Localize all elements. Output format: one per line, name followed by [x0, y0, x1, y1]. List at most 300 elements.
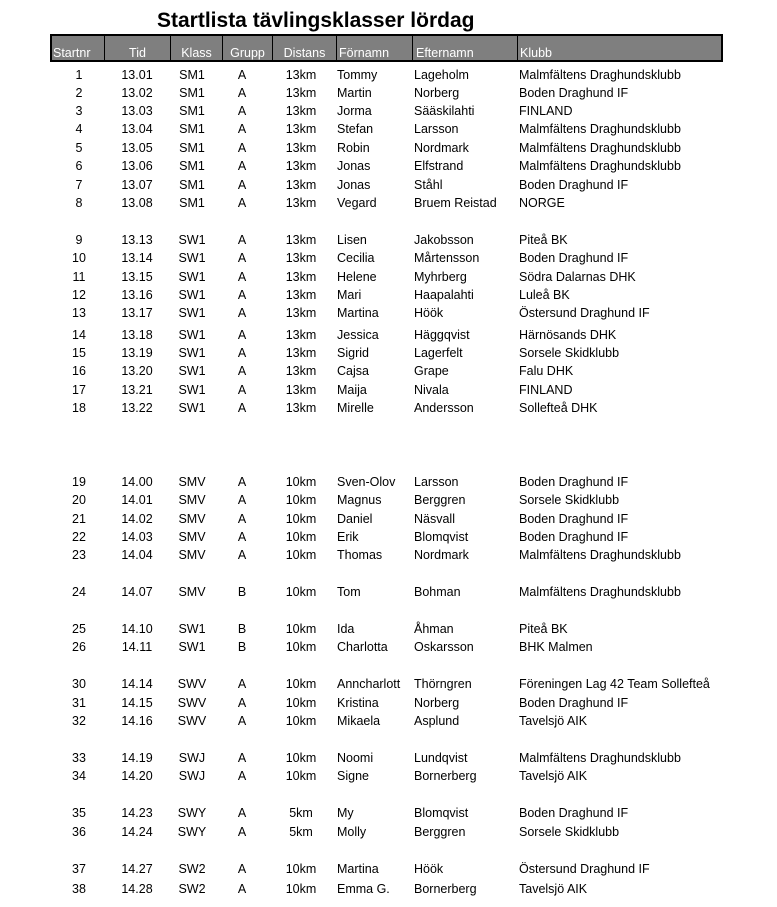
cell-grupp: A [237, 677, 247, 691]
cell-efternamn: Lundqvist [414, 751, 468, 765]
cell-grupp: A [237, 251, 247, 265]
table-row [0, 712, 777, 730]
cell-tid: 14.14 [121, 677, 153, 691]
cell-tid: 13.20 [121, 364, 153, 378]
cell-efternamn: Jakobsson [414, 233, 474, 247]
cell-tid: 13.16 [121, 288, 153, 302]
header-klass: Klass [170, 36, 222, 60]
cell-efternamn: Myhrberg [414, 270, 467, 284]
cell-tid: 14.00 [121, 475, 153, 489]
cell-tid: 13.08 [121, 196, 153, 210]
cell-fornamn: Martina [337, 306, 379, 320]
cell-efternamn: Norberg [414, 696, 460, 710]
cell-fornamn: Thomas [337, 548, 383, 562]
cell-efternamn: Mårtensson [414, 251, 480, 265]
cell-tid: 14.24 [121, 825, 153, 839]
cell-klubb: BHK Malmen [519, 640, 593, 654]
cell-startnr: 21 [72, 512, 86, 526]
cell-grupp: A [237, 86, 247, 100]
cell-distans: 10km [285, 769, 317, 783]
cell-startnr: 30 [72, 677, 86, 691]
cell-fornamn: Erik [337, 530, 359, 544]
cell-klubb: Malmfältens Draghundsklubb [519, 548, 681, 562]
cell-distans: 13km [285, 401, 317, 415]
cell-klass: SW1 [178, 383, 206, 397]
table-row [0, 102, 777, 120]
cell-klubb: Malmfältens Draghundsklubb [519, 68, 681, 82]
cell-distans: 5km [289, 825, 313, 839]
cell-klubb: Malmfältens Draghundsklubb [519, 751, 681, 765]
cell-klass: SW1 [178, 401, 206, 415]
cell-efternamn: Blomqvist [414, 530, 469, 544]
cell-fornamn: Mikaela [337, 714, 381, 728]
table-row [0, 767, 777, 785]
page-title: Startlista tävlingsklasser lördag [157, 9, 475, 32]
cell-startnr: 20 [72, 493, 86, 507]
cell-distans: 13km [285, 328, 317, 342]
cell-fornamn: Martin [337, 86, 372, 100]
cell-klubb: Piteå BK [519, 233, 568, 247]
cell-fornamn: Jonas [337, 178, 371, 192]
cell-distans: 13km [285, 306, 317, 320]
cell-startnr: 35 [72, 806, 86, 820]
cell-klass: SM1 [179, 86, 205, 100]
table-row [0, 823, 777, 841]
cell-grupp: A [237, 530, 247, 544]
cell-fornamn: Mari [337, 288, 362, 302]
cell-klass: SW1 [178, 306, 206, 320]
cell-efternamn: Nordmark [414, 141, 469, 155]
cell-efternamn: Blomqvist [414, 806, 469, 820]
cell-fornamn: Kristina [337, 696, 379, 710]
cell-distans: 10km [285, 475, 317, 489]
cell-klass: SW1 [178, 270, 206, 284]
cell-klass: SW1 [178, 233, 206, 247]
table-row [0, 84, 777, 102]
cell-fornamn: Charlotta [337, 640, 388, 654]
table-row [0, 120, 777, 138]
cell-fornamn: Maija [337, 383, 367, 397]
cell-klass: SMV [178, 493, 206, 507]
cell-startnr: 36 [72, 825, 86, 839]
cell-distans: 13km [285, 141, 317, 155]
cell-startnr: 32 [72, 714, 86, 728]
cell-distans: 10km [285, 548, 317, 562]
cell-klubb: Östersund Draghund IF [519, 306, 650, 320]
cell-klass: SWJ [178, 769, 206, 783]
cell-distans: 13km [285, 270, 317, 284]
cell-efternamn: Bruem Reistad [414, 196, 497, 210]
cell-startnr: 31 [72, 696, 86, 710]
cell-startnr: 2 [75, 86, 83, 100]
cell-distans: 10km [285, 751, 317, 765]
cell-klass: SW1 [178, 346, 206, 360]
cell-startnr: 37 [72, 862, 86, 876]
cell-grupp: A [237, 751, 247, 765]
cell-grupp: A [237, 141, 247, 155]
cell-klass: SWV [177, 714, 207, 728]
cell-grupp: A [237, 769, 247, 783]
cell-fornamn: Magnus [337, 493, 382, 507]
cell-tid: 14.20 [121, 769, 153, 783]
cell-klubb: Sorsele Skidklubb [519, 493, 620, 507]
cell-startnr: 14 [72, 328, 86, 342]
cell-tid: 13.03 [121, 104, 153, 118]
table-row [0, 860, 777, 878]
cell-klass: SW1 [178, 288, 206, 302]
cell-klubb: NORGE [519, 196, 565, 210]
cell-grupp: A [237, 862, 247, 876]
table-row [0, 804, 777, 822]
cell-klubb: Malmfältens Draghundsklubb [519, 159, 681, 173]
cell-klass: SMV [178, 530, 206, 544]
cell-fornamn: Stefan [337, 122, 374, 136]
cell-tid: 14.16 [121, 714, 153, 728]
cell-klubb: Tavelsjö AIK [519, 882, 588, 896]
cell-tid: 13.13 [121, 233, 153, 247]
cell-distans: 13km [285, 68, 317, 82]
cell-tid: 14.19 [121, 751, 153, 765]
cell-tid: 14.28 [121, 882, 153, 896]
table-row [0, 286, 777, 304]
cell-fornamn: My [337, 806, 354, 820]
cell-tid: 14.15 [121, 696, 153, 710]
cell-fornamn: Jessica [337, 328, 379, 342]
table-row [0, 231, 777, 249]
cell-distans: 10km [285, 714, 317, 728]
cell-klubb: Östersund Draghund IF [519, 862, 650, 876]
cell-startnr: 4 [75, 122, 83, 136]
cell-grupp: A [237, 122, 247, 136]
cell-tid: 14.27 [121, 862, 153, 876]
cell-klubb: Malmfältens Draghundsklubb [519, 122, 681, 136]
cell-klubb: Malmfältens Draghundsklubb [519, 141, 681, 155]
cell-tid: 14.07 [121, 585, 153, 599]
table-row [0, 473, 777, 491]
cell-tid: 13.04 [121, 122, 153, 136]
cell-efternamn: Nordmark [414, 548, 469, 562]
cell-grupp: A [237, 104, 247, 118]
table-row [0, 344, 777, 362]
cell-efternamn: Haapalahti [414, 288, 474, 302]
table-row [0, 326, 777, 344]
cell-grupp: A [237, 364, 247, 378]
cell-tid: 13.05 [121, 141, 153, 155]
cell-distans: 10km [285, 696, 317, 710]
cell-klass: SW1 [178, 328, 206, 342]
cell-fornamn: Signe [337, 769, 369, 783]
cell-startnr: 11 [72, 270, 86, 284]
cell-tid: 13.02 [121, 86, 153, 100]
cell-grupp: A [237, 806, 247, 820]
cell-efternamn: Nivala [414, 383, 449, 397]
cell-fornamn: Daniel [337, 512, 373, 526]
cell-klubb: Malmfältens Draghundsklubb [519, 585, 681, 599]
cell-klass: SM1 [179, 104, 205, 118]
cell-startnr: 9 [75, 233, 83, 247]
cell-distans: 10km [285, 677, 317, 691]
header-efternamn: Efternamn [412, 36, 517, 60]
cell-tid: 14.02 [121, 512, 153, 526]
cell-fornamn: Molly [337, 825, 367, 839]
cell-grupp: B [237, 585, 247, 599]
cell-klass: SM1 [179, 178, 205, 192]
cell-klass: SW2 [178, 862, 206, 876]
cell-distans: 10km [285, 640, 317, 654]
cell-fornamn: Jorma [337, 104, 372, 118]
cell-distans: 10km [285, 622, 317, 636]
table-row [0, 249, 777, 267]
cell-grupp: A [237, 270, 247, 284]
cell-klubb: Sorsele Skidklubb [519, 346, 620, 360]
cell-tid: 14.04 [121, 548, 153, 562]
cell-startnr: 13 [72, 306, 86, 320]
table-row [0, 546, 777, 564]
cell-klubb: Boden Draghund IF [519, 475, 629, 489]
cell-klubb: Boden Draghund IF [519, 512, 629, 526]
table-row [0, 583, 777, 601]
cell-startnr: 5 [75, 141, 83, 155]
cell-klass: SM1 [179, 68, 205, 82]
cell-fornamn: Lisen [337, 233, 367, 247]
cell-tid: 13.17 [121, 306, 153, 320]
cell-grupp: A [237, 306, 247, 320]
cell-startnr: 6 [75, 159, 83, 173]
header-distans: Distans [272, 36, 336, 60]
cell-distans: 10km [285, 493, 317, 507]
cell-startnr: 34 [72, 769, 86, 783]
cell-klubb: Boden Draghund IF [519, 86, 629, 100]
cell-startnr: 3 [75, 104, 83, 118]
cell-distans: 13km [285, 122, 317, 136]
cell-efternamn: Andersson [414, 401, 474, 415]
cell-efternamn: Bornerberg [414, 769, 477, 783]
cell-distans: 10km [285, 862, 317, 876]
cell-startnr: 22 [72, 530, 86, 544]
cell-klass: SWJ [178, 751, 206, 765]
cell-efternamn: Elfstrand [414, 159, 464, 173]
table-row [0, 194, 777, 212]
table-row [0, 399, 777, 417]
cell-grupp: A [237, 512, 247, 526]
cell-tid: 13.07 [121, 178, 153, 192]
cell-efternamn: Berggren [414, 493, 466, 507]
cell-startnr: 1 [75, 68, 83, 82]
cell-startnr: 18 [72, 401, 86, 415]
cell-fornamn: Jonas [337, 159, 371, 173]
cell-tid: 13.18 [121, 328, 153, 342]
cell-klubb: FINLAND [519, 383, 573, 397]
cell-klubb: Boden Draghund IF [519, 696, 629, 710]
cell-klubb: Tavelsjö AIK [519, 714, 588, 728]
table-row [0, 381, 777, 399]
table-row [0, 139, 777, 157]
table-row [0, 620, 777, 638]
header-fornamn: Förnamn [336, 36, 412, 60]
cell-fornamn: Cecilia [337, 251, 375, 265]
cell-klass: SM1 [179, 196, 205, 210]
cell-startnr: 17 [72, 383, 86, 397]
cell-fornamn: Tom [337, 585, 361, 599]
cell-startnr: 24 [72, 585, 86, 599]
cell-efternamn: Sääskilahti [414, 104, 475, 118]
cell-tid: 13.01 [121, 68, 153, 82]
cell-startnr: 33 [72, 751, 86, 765]
table-row [0, 268, 777, 286]
cell-distans: 13km [285, 196, 317, 210]
cell-distans: 13km [285, 251, 317, 265]
cell-klass: SM1 [179, 159, 205, 173]
table-row [0, 528, 777, 546]
cell-klass: SW2 [178, 882, 206, 896]
cell-grupp: A [237, 233, 247, 247]
cell-tid: 13.15 [121, 270, 153, 284]
cell-klass: SW1 [178, 364, 206, 378]
cell-efternamn: Häggqvist [414, 328, 470, 342]
cell-grupp: B [237, 622, 247, 636]
cell-klubb: Boden Draghund IF [519, 251, 629, 265]
table-row [0, 694, 777, 712]
table-row [0, 176, 777, 194]
cell-efternamn: Lageholm [414, 68, 469, 82]
cell-distans: 13km [285, 178, 317, 192]
cell-startnr: 23 [72, 548, 86, 562]
table-row [0, 66, 777, 84]
cell-distans: 13km [285, 233, 317, 247]
cell-klubb: Föreningen Lag 42 Team Sollefteå [519, 677, 710, 691]
cell-tid: 13.06 [121, 159, 153, 173]
cell-grupp: A [237, 383, 247, 397]
cell-distans: 13km [285, 159, 317, 173]
cell-tid: 14.11 [121, 640, 153, 654]
cell-startnr: 8 [75, 196, 83, 210]
cell-grupp: A [237, 159, 247, 173]
table-row [0, 675, 777, 693]
cell-efternamn: Norberg [414, 86, 460, 100]
cell-klass: SWV [177, 677, 207, 691]
cell-fornamn: Sigrid [337, 346, 369, 360]
cell-fornamn: Sven-Olov [337, 475, 396, 489]
cell-distans: 10km [285, 530, 317, 544]
cell-efternamn: Höök [414, 306, 444, 320]
header-startnr: Startnr [53, 46, 91, 60]
cell-klubb: Tavelsjö AIK [519, 769, 588, 783]
cell-grupp: A [237, 401, 247, 415]
cell-fornamn: Tommy [337, 68, 378, 82]
cell-grupp: A [237, 493, 247, 507]
cell-startnr: 7 [75, 178, 83, 192]
cell-efternamn: Berggren [414, 825, 466, 839]
cell-efternamn: Höök [414, 862, 444, 876]
cell-distans: 10km [285, 585, 317, 599]
cell-klass: SMV [178, 585, 206, 599]
cell-klubb: Falu DHK [519, 364, 574, 378]
cell-fornamn: Robin [337, 141, 370, 155]
cell-klubb: Boden Draghund IF [519, 806, 629, 820]
cell-fornamn: Noomi [337, 751, 374, 765]
cell-tid: 13.21 [121, 383, 153, 397]
cell-grupp: A [237, 178, 247, 192]
table-row [0, 491, 777, 509]
cell-klass: SW1 [178, 622, 206, 636]
cell-klass: SW1 [178, 640, 206, 654]
cell-tid: 13.22 [121, 401, 153, 415]
cell-startnr: 26 [72, 640, 86, 654]
cell-distans: 13km [285, 86, 317, 100]
cell-klass: SMV [178, 548, 206, 562]
cell-klubb: Boden Draghund IF [519, 178, 629, 192]
cell-startnr: 12 [72, 288, 86, 302]
cell-grupp: A [237, 196, 247, 210]
cell-distans: 5km [289, 806, 313, 820]
cell-grupp: A [237, 328, 247, 342]
cell-startnr: 10 [72, 251, 86, 265]
cell-klubb: Sorsele Skidklubb [519, 825, 620, 839]
table-row [0, 510, 777, 528]
cell-klubb: Boden Draghund IF [519, 530, 629, 544]
cell-efternamn: Åhman [414, 622, 454, 636]
cell-grupp: A [237, 288, 247, 302]
cell-klass: SWY [177, 806, 207, 820]
cell-distans: 10km [285, 512, 317, 526]
cell-grupp: B [237, 640, 247, 654]
cell-tid: 13.14 [121, 251, 153, 265]
cell-grupp: A [237, 825, 247, 839]
cell-efternamn: Ståhl [414, 178, 443, 192]
table-row [0, 880, 777, 898]
cell-startnr: 25 [72, 622, 86, 636]
cell-tid: 13.19 [121, 346, 153, 360]
cell-startnr: 15 [72, 346, 86, 360]
cell-klubb: Piteå BK [519, 622, 568, 636]
table-row [0, 362, 777, 380]
cell-fornamn: Mirelle [337, 401, 374, 415]
cell-efternamn: Larsson [414, 475, 459, 489]
cell-klass: SW1 [178, 251, 206, 265]
cell-fornamn: Ida [337, 622, 355, 636]
cell-fornamn: Emma G. [337, 882, 390, 896]
cell-distans: 13km [285, 383, 317, 397]
table-row [0, 157, 777, 175]
cell-distans: 13km [285, 104, 317, 118]
cell-klass: SWV [177, 696, 207, 710]
cell-tid: 14.23 [121, 806, 153, 820]
table-row [0, 749, 777, 767]
cell-klass: SM1 [179, 141, 205, 155]
cell-klass: SMV [178, 512, 206, 526]
cell-fornamn: Cajsa [337, 364, 369, 378]
cell-distans: 13km [285, 346, 317, 360]
cell-klass: SM1 [179, 122, 205, 136]
cell-klubb: Luleå BK [519, 288, 570, 302]
cell-grupp: A [237, 696, 247, 710]
table-row [0, 638, 777, 656]
cell-fornamn: Helene [337, 270, 377, 284]
cell-startnr: 16 [72, 364, 86, 378]
cell-distans: 13km [285, 364, 317, 378]
cell-efternamn: Asplund [414, 714, 460, 728]
cell-tid: 14.03 [121, 530, 153, 544]
cell-tid: 14.01 [121, 493, 153, 507]
table-row [0, 304, 777, 322]
cell-grupp: A [237, 475, 247, 489]
cell-distans: 10km [285, 882, 317, 896]
cell-efternamn: Lagerfelt [414, 346, 463, 360]
header-tid: Tid [104, 36, 170, 60]
cell-klubb: FINLAND [519, 104, 573, 118]
cell-efternamn: Thörngren [414, 677, 472, 691]
cell-grupp: A [237, 68, 247, 82]
